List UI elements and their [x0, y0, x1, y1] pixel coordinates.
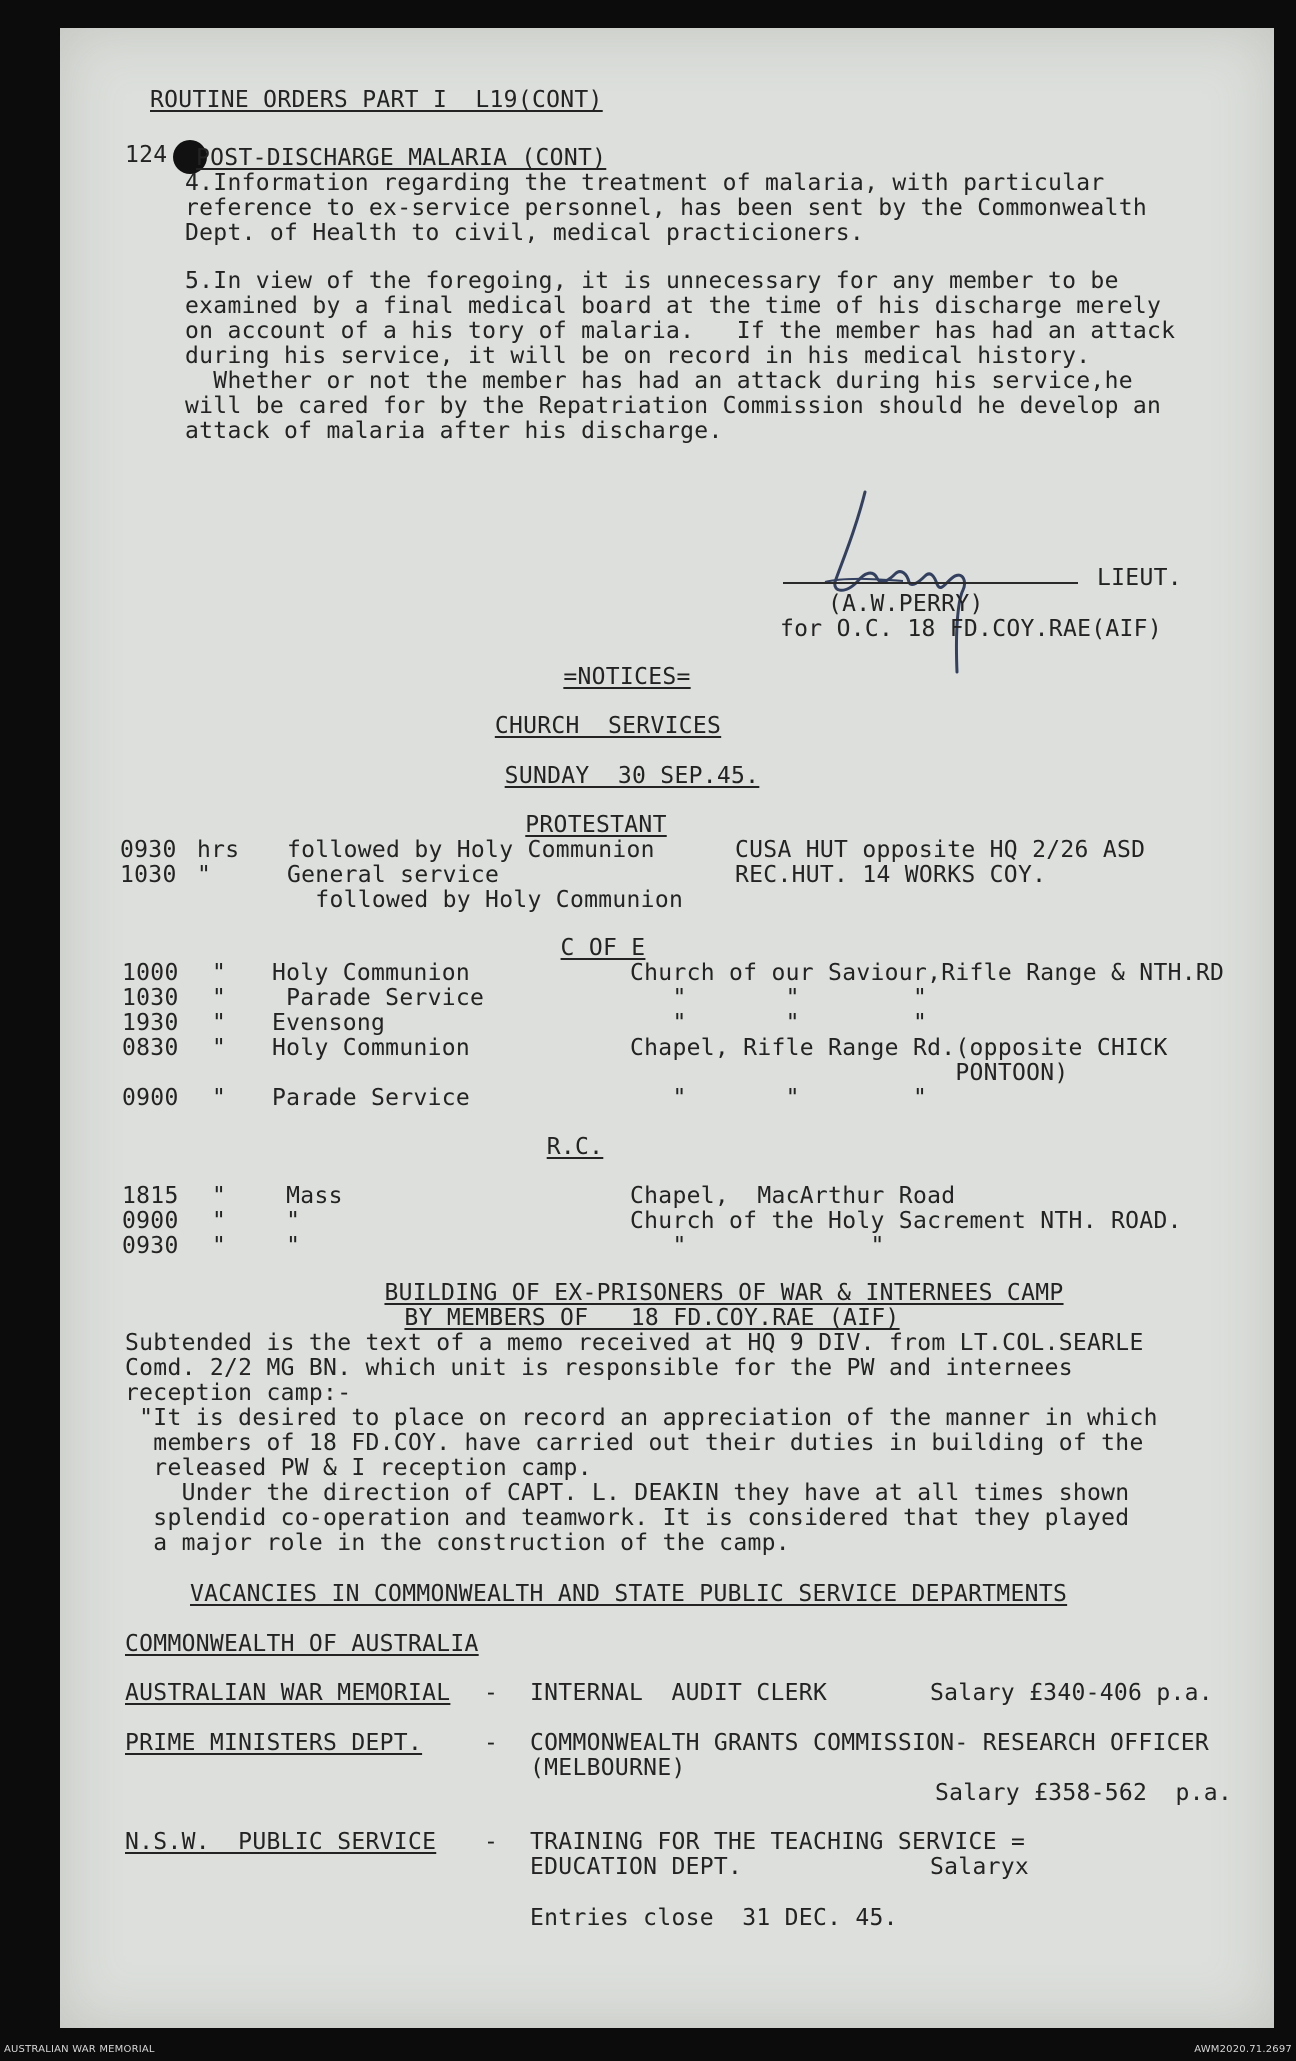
commonwealth-heading: COMMONWEALTH OF AUSTRALIA: [125, 1631, 479, 1657]
signatory-name: (A.W.PERRY): [828, 591, 984, 617]
footer-archive-name: AUSTRALIAN WAR MEMORIAL: [4, 2044, 155, 2055]
c_of_e-row-time: 0900: [122, 1085, 179, 1111]
rc-row-service: Mass: [272, 1183, 343, 1209]
building-memo-line: reception camp:-: [125, 1380, 352, 1406]
protestant-row-place: CUSA HUT opposite HQ 2/26 ASD: [735, 837, 1146, 863]
protestant-row-service: General service: [287, 862, 500, 888]
protestant-row-service: followed by Holy Communion: [287, 837, 655, 863]
pm-location: (MELBOURNE): [530, 1755, 686, 1781]
section-number: 124: [125, 142, 168, 168]
malaria-para-5-line-2: examined by a final medical board at the time of his discharge merely: [185, 293, 1162, 319]
rc-row-time: 0930: [122, 1233, 179, 1259]
rc-row-service: ": [272, 1233, 301, 1259]
building-heading-line-1: BUILDING OF EX-PRISONERS OF WAR & INTERNEES CAMP: [384, 1280, 1064, 1306]
c_of_e-row-place: PONTOON): [630, 1060, 1069, 1086]
rc-row-unit: ": [212, 1233, 227, 1259]
malaria-para-5-line-6: will be cared for by the Repatriation Commission should he develop an: [185, 393, 1162, 419]
building-memo-line: splendid co-operation and teamwork. It is considered that they played: [125, 1505, 1130, 1531]
c_of_e-row-unit: ": [212, 1035, 227, 1061]
signature-line: [783, 582, 1078, 584]
c_of_e-row-place: " " ": [630, 1010, 928, 1036]
malaria-para-5-line-4: during his service, it will be on record in his medical history.: [185, 343, 1091, 369]
malaria-para-4-line-1: 4.Information regarding the treatment of malaria, with particular: [185, 170, 1105, 196]
c_of_e-row-unit: ": [212, 985, 227, 1011]
c_of_e-row-place: " " ": [630, 985, 928, 1011]
pm-department: PRIME MINISTERS DEPT.: [125, 1730, 423, 1756]
awm-salary: Salary £340-406 p.a.: [930, 1680, 1213, 1706]
building-memo-line: Under the direction of CAPT. L. DEAKIN they have at all times shown: [125, 1480, 1130, 1506]
rc-row-unit: ": [212, 1183, 227, 1209]
c_of_e-row-place: Chapel, Rifle Range Rd.(opposite CHICK: [630, 1035, 1168, 1061]
protestant-row-time: 0930: [120, 837, 177, 863]
building-memo-line: a major role in the construction of the camp.: [125, 1530, 790, 1556]
c_of_e-row-service: Parade Service: [272, 985, 485, 1011]
signatory-rank: LIEUT.: [1097, 565, 1182, 591]
protestant-row-unit: hrs: [197, 837, 240, 863]
malaria-heading: POST-DISCHARGE MALARIA (CONT): [196, 145, 607, 171]
routine-orders-title: ROUTINE ORDERS PART I L19(CONT): [150, 87, 603, 113]
nsw-position: TRAINING FOR THE TEACHING SERVICE =: [530, 1829, 1026, 1855]
building-memo-line: Comd. 2/2 MG BN. which unit is responsible for the PW and internees: [125, 1355, 1073, 1381]
nsw-education-dept: EDUCATION DEPT.: [530, 1854, 743, 1880]
rc-row-place: " ": [630, 1233, 885, 1259]
malaria-para-5-line-5: Whether or not the member has had an attack during his service,he: [185, 368, 1133, 394]
c_of_e-row-unit: ": [212, 1010, 227, 1036]
rc-row-time: 1815: [122, 1183, 179, 1209]
c_of_e-row-time: 1030: [122, 985, 179, 1011]
awm-position: INTERNAL AUDIT CLERK: [530, 1680, 828, 1706]
rc-row-place: Chapel, MacArthur Road: [630, 1183, 956, 1209]
rc-row-place: Church of the Holy Sacrement NTH. ROAD.: [630, 1208, 1182, 1234]
rc-row-unit: ": [212, 1208, 227, 1234]
c_of_e-row-unit: ": [212, 960, 227, 986]
c-of-e-heading: C OF E: [560, 935, 646, 961]
footer-accession-number: AWM2020.71.2697: [1194, 2044, 1292, 2055]
malaria-para-5-line-1: 5.In view of the foregoing, it is unnecessary for any member to be: [185, 268, 1119, 294]
building-memo-line: members of 18 FD.COY. have carried out their duties in building of the: [125, 1430, 1144, 1456]
c_of_e-row-service: Parade Service: [272, 1085, 471, 1111]
notices-heading: =NOTICES=: [563, 664, 691, 690]
building-memo-line: "It is desired to place on record an appreciation of the manner in which: [125, 1405, 1158, 1431]
c_of_e-row-unit: ": [212, 1085, 227, 1111]
nsw-struck-salary: Salaryx: [930, 1854, 1030, 1880]
protestant-row-service: followed by Holy Communion: [287, 887, 684, 913]
signatory-for-line: for O.C. 18 FD.COY.RAE(AIF): [780, 616, 1162, 642]
pm-salary: Salary £358-562 p.a.: [935, 1780, 1233, 1806]
pm-dash: -: [484, 1730, 499, 1756]
malaria-para-4-line-3: Dept. of Health to civil, medical practicioners.: [185, 220, 865, 246]
pm-position: COMMONWEALTH GRANTS COMMISSION- RESEARCH OFFICER: [530, 1730, 1210, 1756]
malaria-para-4-line-2: reference to ex-service personnel, has been sent by the Commonwealth: [185, 195, 1148, 221]
rc-row-service: ": [272, 1208, 301, 1234]
building-heading-line-2: BY MEMBERS OF 18 FD.COY.RAE (AIF): [404, 1305, 900, 1331]
nsw-department: N.S.W. PUBLIC SERVICE: [125, 1829, 437, 1855]
c_of_e-row-place: Church of our Saviour,Rifle Range & NTH.RD: [630, 960, 1225, 986]
protestant-row-time: 1030: [120, 862, 177, 888]
awm-department: AUSTRALIAN WAR MEMORIAL: [125, 1680, 451, 1706]
protestant-row-unit: ": [197, 862, 212, 888]
rc-row-time: 0900: [122, 1208, 179, 1234]
nsw-dash: -: [484, 1829, 499, 1855]
building-memo-line: Subtended is the text of a memo received at HQ 9 DIV. from LT.COL.SEARLE: [125, 1330, 1144, 1356]
c_of_e-row-time: 1930: [122, 1010, 179, 1036]
c_of_e-row-service: Evensong: [272, 1010, 386, 1036]
c_of_e-row-time: 0830: [122, 1035, 179, 1061]
c_of_e-row-time: 1000: [122, 960, 179, 986]
building-memo-line: released PW & I reception camp.: [125, 1455, 592, 1481]
awm-dash: -: [484, 1680, 499, 1706]
c_of_e-row-service: Holy Communion: [272, 1035, 471, 1061]
malaria-para-5-line-7: attack of malaria after his discharge.: [185, 418, 723, 444]
church-services-heading: CHURCH SERVICES: [494, 713, 722, 739]
rc-heading: R.C.: [546, 1134, 604, 1160]
vacancies-heading: VACANCIES IN COMMONWEALTH AND STATE PUBLIC SERVICE DEPARTMENTS: [190, 1581, 1068, 1607]
protestant-row-place: REC.HUT. 14 WORKS COY.: [735, 862, 1047, 888]
protestant-heading: PROTESTANT: [525, 812, 667, 838]
malaria-para-5-line-3: on account of a his tory of malaria. If the member has had an attack: [185, 318, 1176, 344]
c_of_e-row-place: " " ": [630, 1085, 928, 1111]
sunday-date: SUNDAY 30 SEP.45.: [504, 763, 760, 789]
entries-close: Entries close 31 DEC. 45.: [530, 1905, 898, 1931]
c_of_e-row-service: Holy Communion: [272, 960, 471, 986]
